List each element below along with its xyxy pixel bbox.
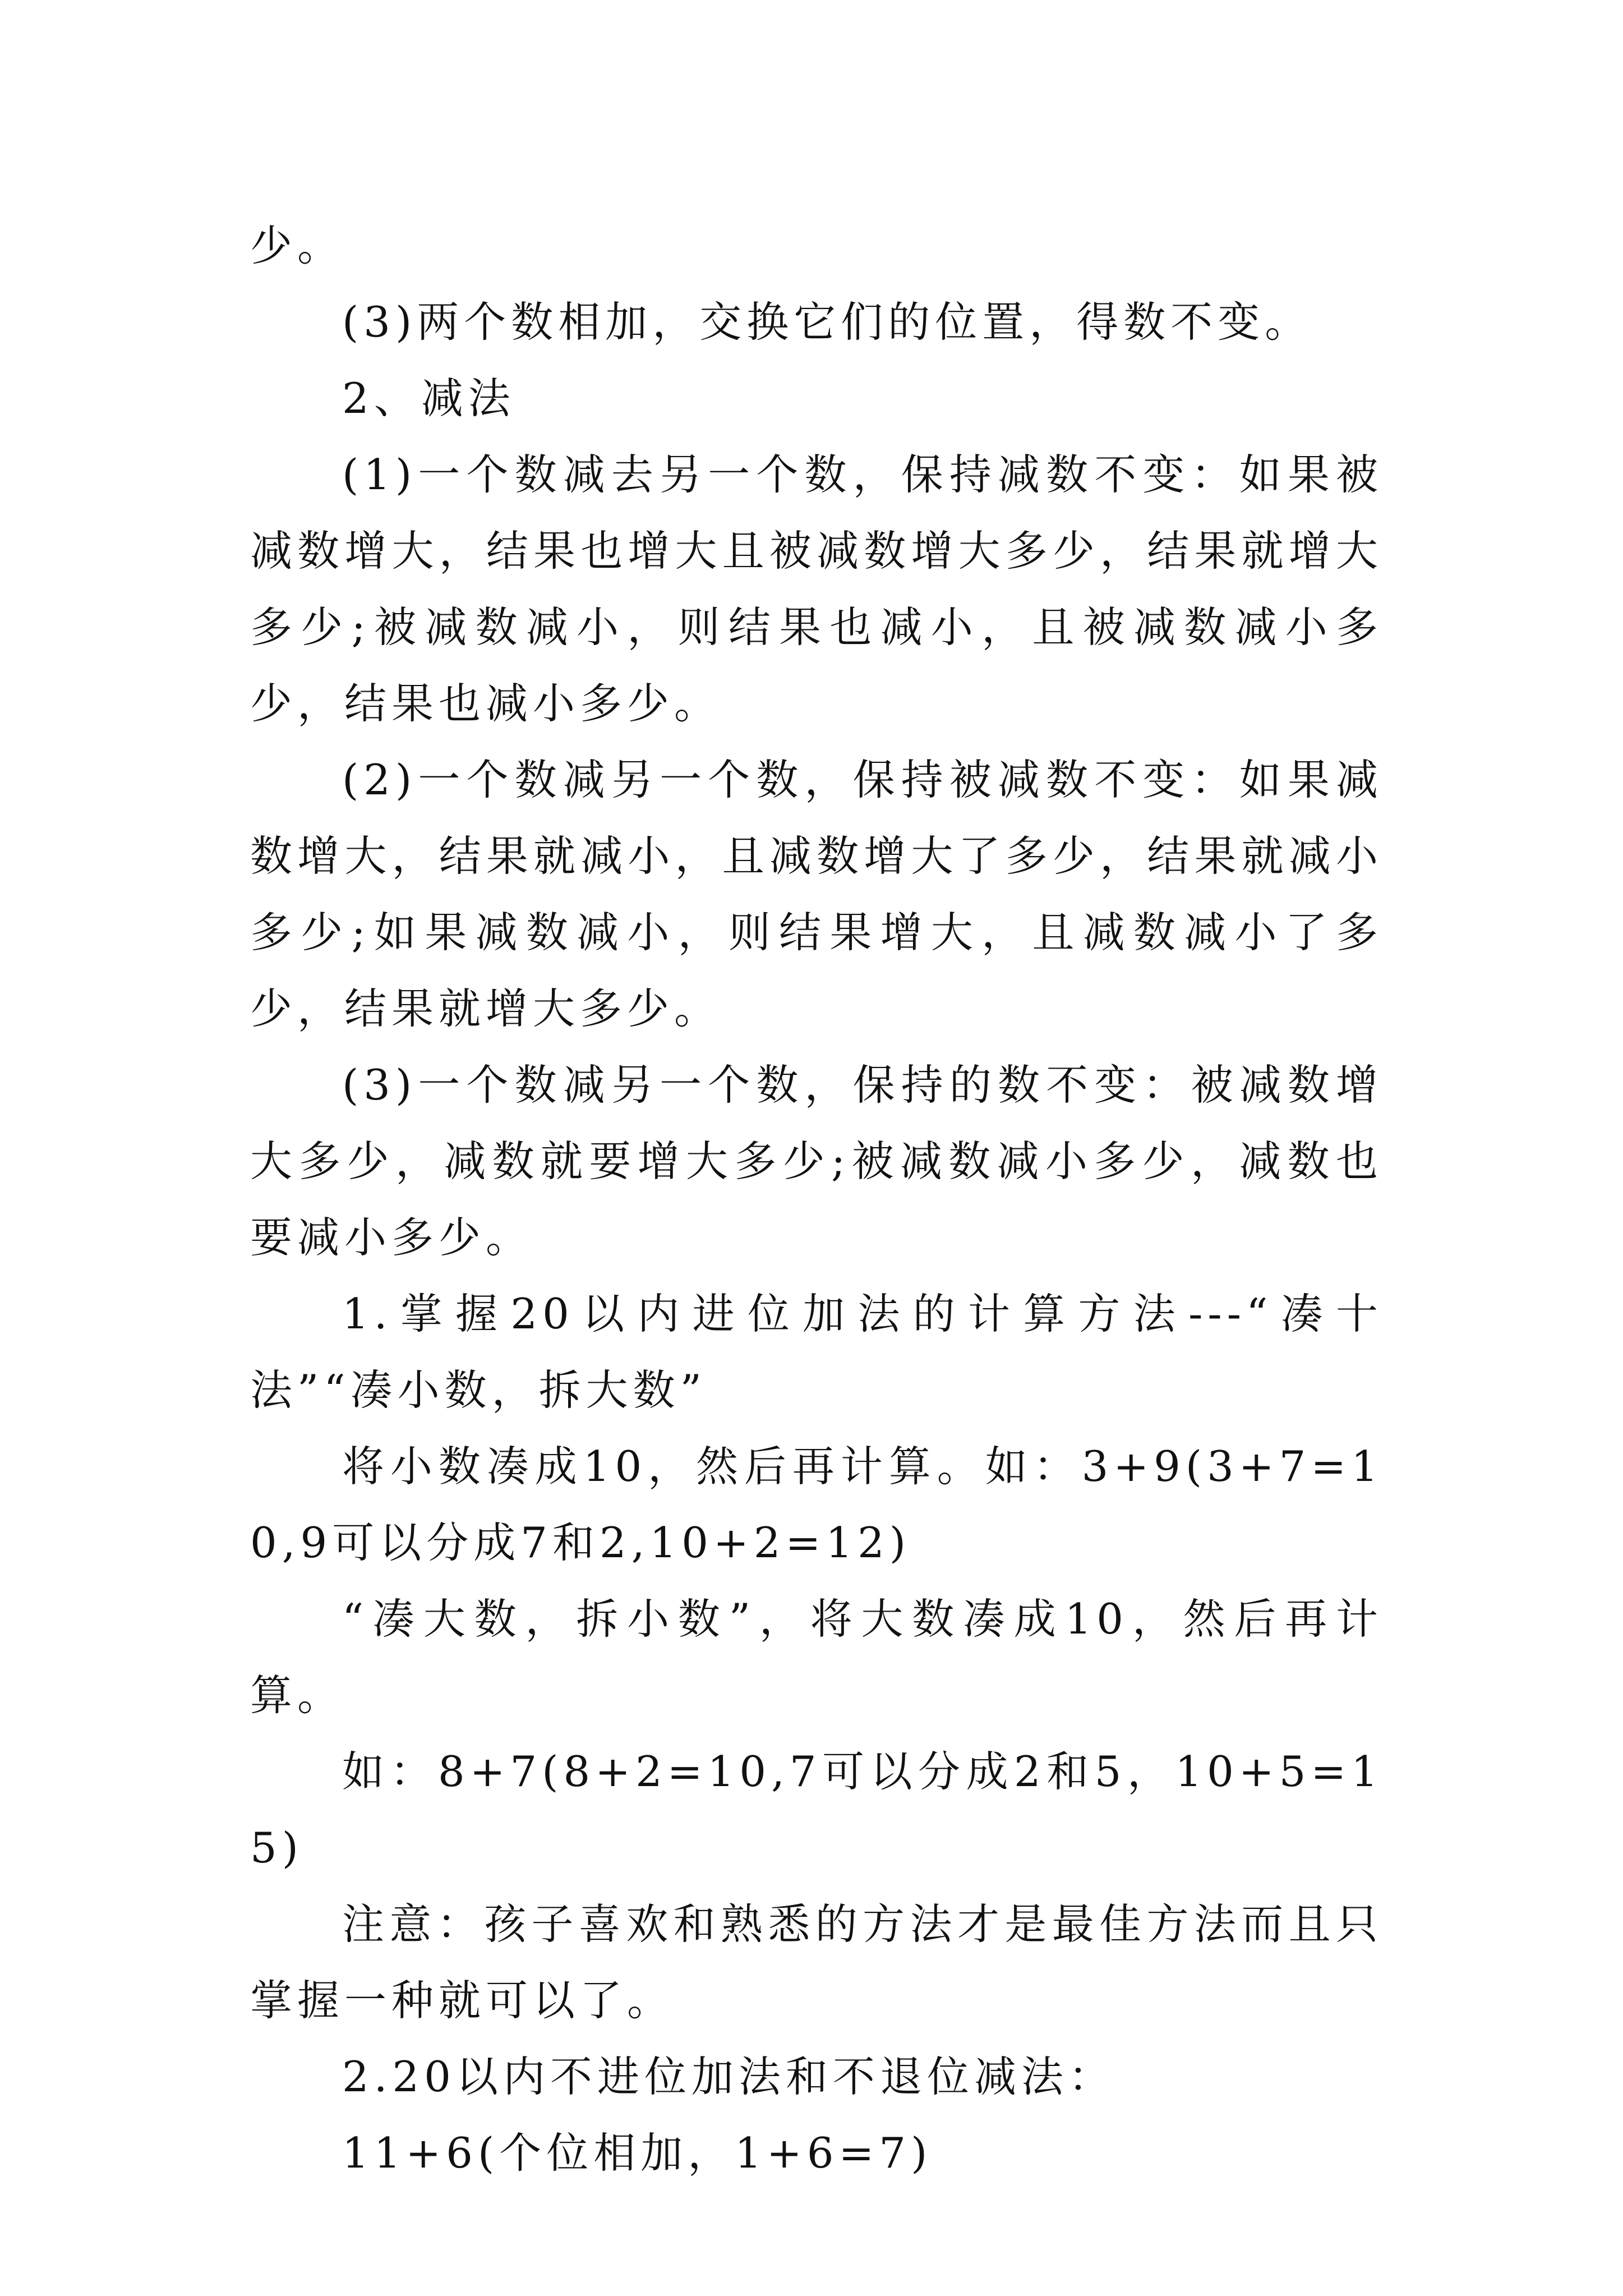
paragraph-carry-addition-method: 1.掌握20以内进位加法的计算方法---“凑十法”“凑小数，拆大数” bbox=[250, 1289, 1383, 1415]
paragraph-subtraction-rule-2: (2)一个数减另一个数，保持被减数不变：如果减数增大，结果就减小，且减数增大了多少，结果就减小多少;如果减数减小，则结果增大，且减数减小了多少，结果就增大多少。 bbox=[250, 755, 1383, 1033]
paragraph-subtraction-rule-1: (1)一个数减去另一个数，保持减数不变：如果被减数增大，结果也增大且被减数增大多少，结果就增大多少;被减数减小，则结果也减小，且被减数减小多少，结果也减小多少。 bbox=[250, 450, 1383, 728]
paragraph-subtraction-rule-3: (3)一个数减另一个数，保持的数不变：被减数增大多少，减数就要增大多少;被减数减小多少，减数也要减小多少。 bbox=[250, 1060, 1383, 1262]
paragraph-make-ten-small: 将小数凑成10，然后再计算。如：3+9(3+7=10,9可以分成7和2,10+2=12) bbox=[250, 1442, 1383, 1567]
paragraph-example-8-plus-7: 如：8+7(8+2=10,7可以分成2和5，10+5=15) bbox=[250, 1747, 1383, 1872]
section-heading-subtraction: 2、减法 bbox=[342, 374, 515, 423]
paragraph-continuation: 少。 bbox=[250, 221, 345, 270]
paragraph-no-carry-heading: 2.20以内不进位加法和不退位减法： bbox=[342, 2052, 1115, 2101]
paragraph-addition-rule-3: (3)两个数相加，交换它们的位置，得数不变。 bbox=[342, 297, 1312, 347]
paragraph-make-ten-large: “凑大数，拆小数”，将大数凑成10，然后再计算。 bbox=[250, 1594, 1383, 1720]
document-body bbox=[250, 208, 1383, 2191]
paragraph-note: 注意：孩子喜欢和熟悉的方法才是最佳方法而且只掌握一种就可以了。 bbox=[250, 1899, 1383, 2025]
paragraph-example-11-plus-6: 11+6(个位相加，1+6=7) bbox=[342, 2128, 933, 2178]
